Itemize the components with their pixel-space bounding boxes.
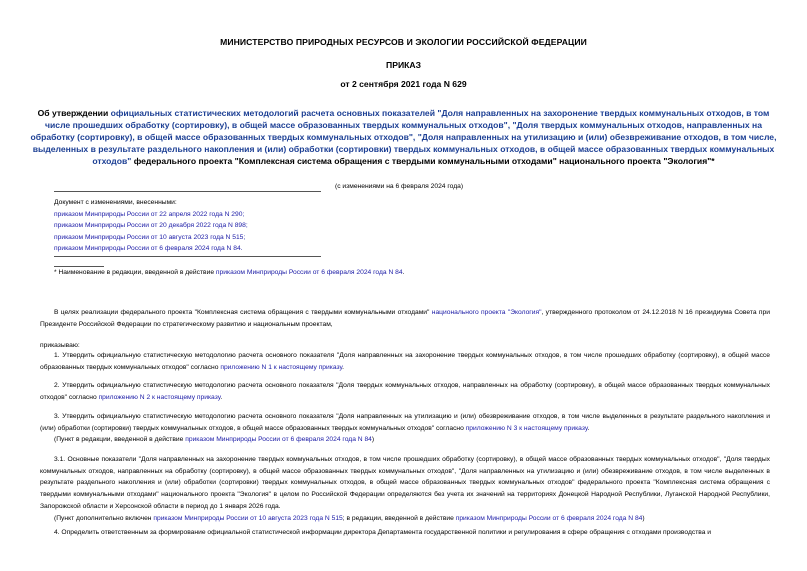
footnote (54, 269, 404, 276)
item-2-end: . (220, 393, 223, 401)
item-1 (40, 350, 770, 373)
changes-list (54, 197, 248, 255)
order-date: от 2 сентября 2021 года N 629 (340, 79, 467, 89)
divider (54, 191, 321, 192)
as-of-date: (с изменениями на 6 февраля 2024 года) (335, 183, 464, 190)
heading-link[interactable]: официальных статистических методологий расчета основных показателей "Доля направленных на захоронение твердых коммунальных отходов, в том числе прошедших обработку (сортировку), в общей массе образованных твердых коммунальных отходов", "Доля твердых коммунальных отходов, направленных на обработку (сортировку), в общей массе образованных твердых коммунальных отходов", "Доля направленных на утилизацию и (или) обезвреживание отходов, в том числе, выделенных в результате раздельного накопления и (или) обработки (сортировки) твердых коммунальных отходов, в общей массе образованных твердых коммунальных отходов" (30, 108, 777, 166)
item-3-1-note-link-2[interactable]: приказом Минприроды России от 6 февраля 2024 года N 84 (455, 514, 643, 522)
item-4-text: 4. Определить ответственным за формирование официальной статистической информации директора Департамента государственной политики и регулирования в сфере обращения с отходами производства и (54, 529, 712, 536)
heading-text-end: федерального проекта "Комплексная система обращения с твердыми коммунальными отходами" национального проекта "Экология"* (131, 156, 715, 166)
change-link[interactable]: приказом Минприроды России от 22 апреля 2022 года N 290; (54, 210, 245, 218)
item-3-end: . (587, 424, 590, 432)
item-3-note-end: ) (371, 436, 375, 444)
orders-label: приказываю: (40, 342, 80, 349)
order-title: ПРИКАЗ (386, 60, 421, 70)
divider (54, 256, 321, 257)
footnote-text: * Наименование в редакции, введенной в действие (54, 269, 216, 276)
item-3-note-text: (Пункт в редакции, введенной в действие (54, 436, 186, 444)
ministry-name: МИНИСТЕРСТВО ПРИРОДНЫХ РЕСУРСОВ И ЭКОЛОГИИ РОССИЙСКОЙ ФЕДЕРАЦИИ (220, 37, 587, 47)
preamble-link[interactable]: национального проекта "Экология" (431, 309, 542, 316)
item-1-end: . (342, 363, 345, 371)
item-3-text: 3. Утвердить официальную статистическую методологию расчета основного показателя "Доля направленных на утилизацию и (или) обезвреживание отходов, в том числе выделенных в результате раздельного накопления и (или) обработки (сортировки) твердых коммунальных отходов, в общей массе образованных твердых коммунальных отходов" согласно (40, 413, 770, 432)
preamble-paragraph (40, 307, 770, 330)
change-link[interactable]: приказом Минприроды России от 10 августа 2023 года N 515; (54, 233, 246, 241)
item-3-note-link[interactable]: приказом Минприроды России от 6 февраля 2024 года N 84 (185, 436, 372, 444)
change-link[interactable]: приказом Минприроды России от 20 декабря 2022 года N 898; (54, 222, 248, 229)
changes-title: Документ с изменениями, внесенными: (54, 199, 177, 206)
item-2-link[interactable]: приложению N 2 к настоящему приказу (98, 393, 221, 401)
footnote-divider (54, 266, 104, 267)
item-1-text: 1. Утвердить официальную статистическую методологию расчета основного показателя "Доля направленных на захоронение твердых коммунальных отходов, в том числе прошедших обработку (сортировку), в общей массе образованных твердых коммунальных отходов" согласно (40, 352, 770, 371)
item-3-1-note-mid: ; в редакции, введенной в действие (342, 514, 456, 522)
item-3-link[interactable]: приложению N 3 к настоящему приказу (465, 424, 588, 432)
footnote-link[interactable]: приказом Минприроды России от 6 февраля 2024 года N 84 (215, 269, 403, 276)
heading-text: Об утверждении (37, 108, 111, 118)
preamble-text-end: , утвержденного протоколом от 24.12.2018 N 16 президиума Совета при Президенте Российской Федерации по стратегическому развитию и национальным проектам, (40, 309, 770, 328)
item-3-1-text: 3.1. Основные показатели "Доля направленных на захоронение твердых коммунальных отходов, в том числе прошедших обработку (сортировку), в общей массе образованных твердых коммунальных отходов", "Доля твердых коммунальных отходов, направленных на обработку (сортировку), в общей массе образованных твердых коммунальных отходов", "Доля направленных на утилизацию и (или) обезвреживание отходов, в том числе выделенных в результате раздельного накопления и (или) обработки (сортировки) твердых коммунальных отходов, в общей массе образованных твердых коммунальных отходов" федерального проекта "Комплексная система обращения с твердыми коммунальными отходами" национального проекта "Экология" в целом по Российской Федерации определяются без учета их значений на территориях Донецкой Народной Республики, Луганской Народной Республики, Запорожской области и Херсонской области в период до 1 января 2026 года. (40, 456, 770, 510)
preamble-text: В целях реализации федерального проекта "Комплексная система обращения с твердыми коммунальными отходами" (54, 309, 432, 316)
item-3-1-note-text: (Пункт дополнительно включен (54, 514, 154, 522)
item-4 (40, 527, 770, 539)
item-3-1-note-end: ) (642, 514, 645, 522)
item-3 (40, 411, 770, 446)
order-heading (30, 107, 777, 167)
footnote-end: . (402, 269, 405, 276)
item-1-link[interactable]: приложению N 1 к настоящему приказу (220, 363, 343, 371)
change-link[interactable]: приказом Минприроды России от 6 февраля 2024 года N 84. (54, 245, 243, 252)
item-3-1 (40, 454, 770, 524)
item-2-text: 2. Утвердить официальную статистическую методологию расчета основного показателя "Доля твердых коммунальных отходов, направленных на обработку (сортировку), в общей массе образованных твердых коммунальных отходов" согласно (40, 382, 770, 401)
item-2 (40, 380, 770, 403)
item-3-1-note-link[interactable]: приказом Минприроды России от 10 августа 2023 года N 515 (153, 514, 343, 522)
